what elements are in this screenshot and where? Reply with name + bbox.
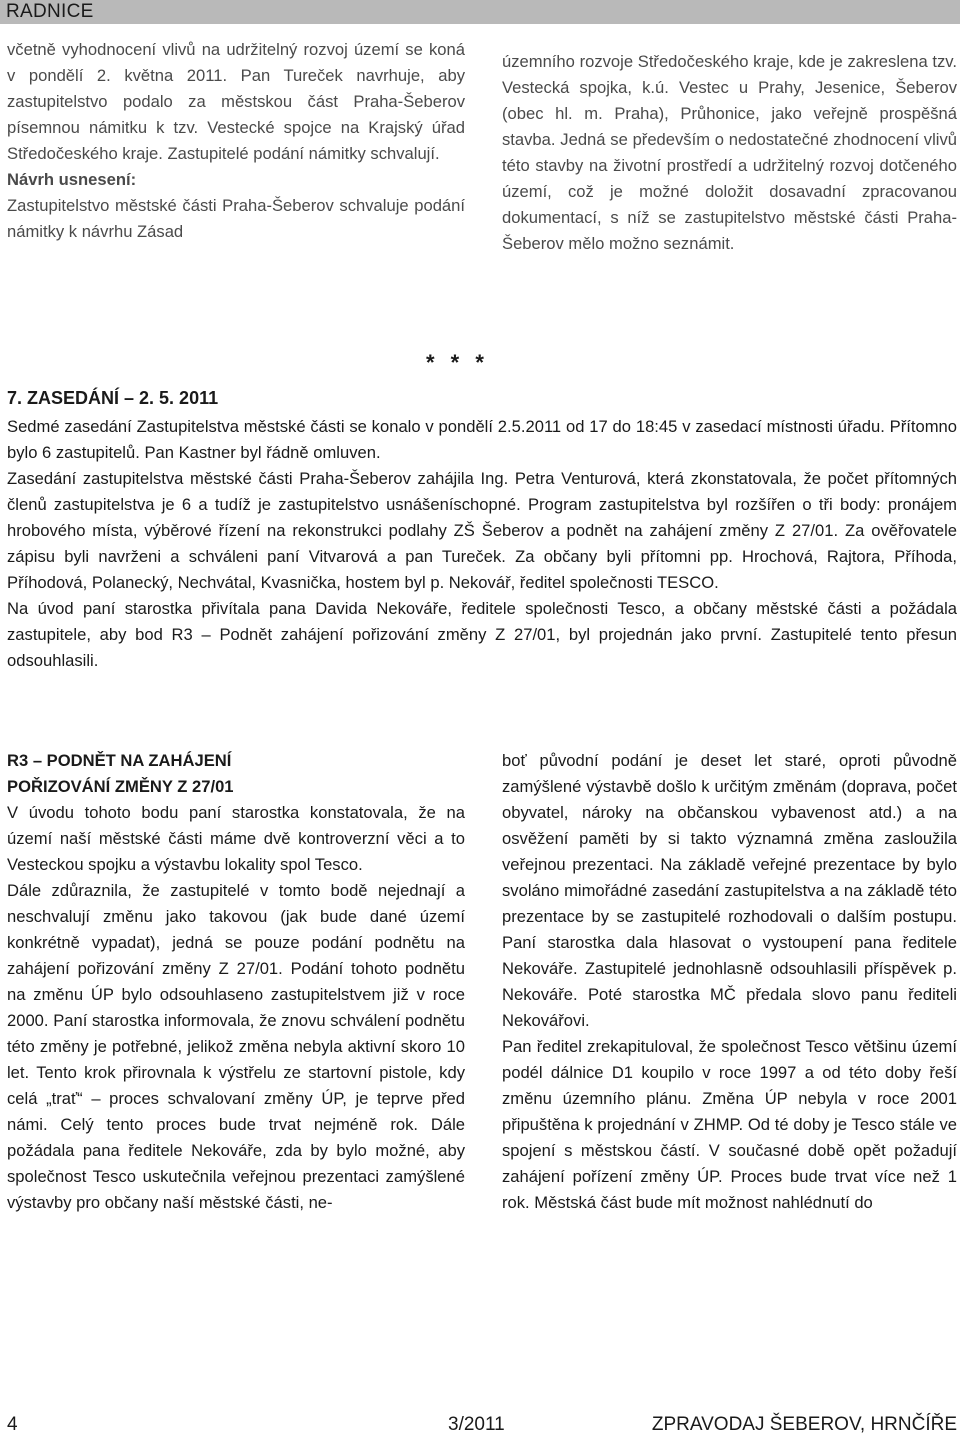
section-title: RADNICE — [6, 1, 94, 22]
meeting-paragraph: Na úvod paní starostka přivítala pana Davida Nekováře, ředitele společnosti Tesco, a občany městské části a požádala zastupitele, aby bod R3 – Podnět zahájení pořizování změny Z 27/01, byl projednán jako první. Zastupitelé tento přesun odsouhlasili. — [7, 599, 957, 670]
proposal-text: Zastupitelstvo městské části Praha-Šeberov schvaluje podání námitky k návrhu Zásad — [7, 196, 465, 241]
r3-heading-line: POŘIZOVÁNÍ ZMĚNY Z 27/01 — [7, 777, 234, 796]
meeting-paragraph: Zasedání zastupitelstva městské části Praha-Šeberov zahájila Ing. Petra Venturová, která zkonstatovala, že počet přítomných členů zastupitelstva je 6 a tudíž je zastupitelstvo usnášeníschopné. Program zastupitelstva byl rozšířen o tři body: pronájem hrobového místa, výběrové řízení na rekonstrukci podlahy ZŠ Šeberov a podnět na zahájení změny Z 27/01. Za ověřovatele zápisu byli navrženi a schváleni paní Vitvarová a pan Tureček. Za občany byli přítomni pp. Hrochová, Rajtora, Příhoda, Příhodová, Polanecký, Nechvátal, Kvasnička, hostem byl p. Nekovář, ředitel společnosti TESCO. — [7, 469, 957, 592]
top-left-column — [7, 37, 465, 245]
top-right-column — [502, 49, 957, 257]
r3-paragraph: V úvodu tohoto bodu paní starostka konstatovala, že na území naší městské části máme dvě kontroverzní věci a to Vesteckou spojku a výstavbu lokality spol Tesco. — [7, 803, 465, 874]
r3-heading-line: R3 – PODNĚT NA ZAHÁJENÍ — [7, 751, 232, 770]
r3-paragraph: boť původní podání je deset let staré, oproti původně zamýšlené výstavbě došlo k určitým změnám (doprava, počet obyvatel, nároky na občanskou vybavenost atd.) a na osvěžení paměti by si takto významná změna zasloužila veřejnou prezentaci. Na základě veřejné prezentace by bylo svoláno mimořádné zasedání zastupitelstva a na základě této prezentace by se zastupitelé rozhodovali o dalším postupu. Paní starostka dala hlasovat o vystoupení pana ředitele Nekováře. Zastupitelé jednohlasně odsouhlasili příspěvek p. Nekováře. Poté starostka MČ předala slovo panu řediteli Nekovářovi. — [502, 751, 957, 1030]
meeting-paragraph: Sedmé zasedání Zastupitelstva městské části se konalo v pondělí 2.5.2011 od 17 do 18:45 v zasedací místnosti úřadu. Přítomno bylo 6 zastupitelů. Pan Kastner byl řádně omluven. — [7, 417, 957, 462]
publication-name: ZPRAVODAJ ŠEBEROV, HRNČÍŘE — [651, 1414, 957, 1435]
r3-paragraph: Pan ředitel zrekapituloval, že společnost Tesco většinu území podél dálnice D1 koupilo v roce 1997 a od této doby řeší změnu územního plánu. Změna ÚP nebyla v roce 2001 připuštěna k projednání v ZHMP. Od té doby je Tesco stále ve spojení s městskou částí. V současné době opět požadují zahájení pořízení změny ÚP. Proces bude trvat více než 1 rok. Městská část bude mít možnost nahlédnutí do — [502, 1037, 957, 1212]
section-header — [0, 0, 960, 24]
bottom-right-column — [502, 748, 957, 1216]
resolution-text: územního rozvoje Středočeského kraje, kde je zakreslena tzv. Vestecká spojka, k.ú. Vestec u Prahy, Jesenice, Šeberov (obec hl. m. Praha), Průhonice, jako veřejně prospěšná stavba. Jedná se především o nedostatečné zhodnocení vlivů této stavby na životní prostředí a udržitelný rozvoj dotčeného území, což je možné doložit dosavadní zpracovanou dokumentací, s níž se zastupitelstvo městské části Praha-Šeberov mělo možno seznámit. — [502, 52, 957, 253]
meeting-title: 7. ZASEDÁNÍ – 2. 5. 2011 — [7, 388, 219, 408]
section-separator: * * * — [426, 350, 486, 375]
bottom-left-column — [7, 800, 465, 1216]
proposal-label: Návrh usnesení: — [7, 170, 137, 189]
issue-number: 3/2011 — [448, 1414, 505, 1435]
article-continuation: včetně vyhodnocení vlivů na udržitelný rozvoj území se koná v pondělí 2. května 2011. Pan Tureček navrhuje, aby zastupitelstvo podalo za městskou část Praha-Šeberov písemnou námitku k tzv. Vestecké spojce na Krajský úřad Středočeského kraje. Zastupitelé podání námitky schvalují. — [7, 40, 465, 163]
page-number: 4 — [7, 1414, 18, 1435]
r3-paragraph: Dále zdůraznila, že zastupitelé v tomto bodě nejednají a neschvalují změnu jako takovou (jak bude dané území konkrétně vypadat), jedná se pouze podání podnětu na zahájení pořizování změny Z 27/01. Podání tohoto podnětu na změnu ÚP bylo odsouhlaseno zastupitelstvem již v roce 2000. Paní starostka informovala, že znovu schválení podnětu této změny je potřebné, jelikož změna nebyla aktivní skoro 10 let. Tento krok přirovnala k výstřelu ze startovní pistole, kdy celá „trať“ – proces schvalovaní změny ÚP, je teprve před námi. Celý tento proces bude trvat nejméně rok. Dále požádala pana ředitele Nekováře, zda by bylo možné, aby společnost Tesco uskutečnila veřejnou prezentaci zamýšlené výstavby pro občany naší městské části, ne- — [7, 881, 465, 1212]
r3-heading — [7, 748, 465, 800]
page-footer — [0, 1410, 960, 1440]
meeting-report — [7, 414, 957, 674]
